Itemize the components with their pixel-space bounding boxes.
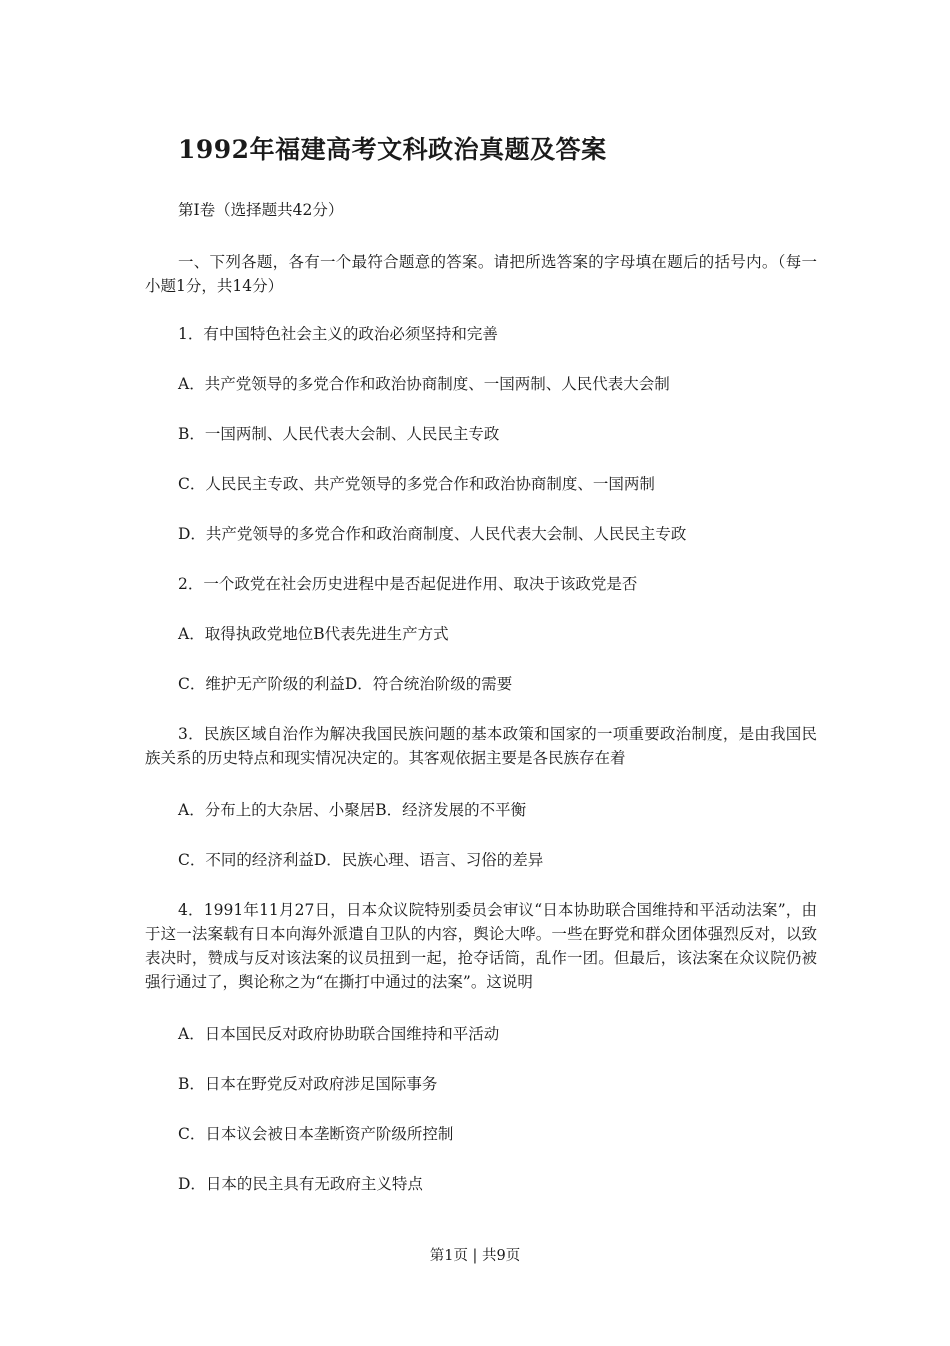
question-3-stem: 3．民族区域自治作为解决我国民族问题的基本政策和国家的一项重要政治制度，是由我国民族关系的历史特点和现实情况决定的。其客观依据主要是各民族存在着 — [145, 725, 817, 767]
question-4-option-a: A．日本国民反对政府协助联合国维持和平活动 — [178, 1025, 500, 1043]
question-1-option-a: A．共产党领导的多党合作和政治协商制度、一国两制、人民代表大会制 — [178, 375, 670, 393]
instructions: 一、下列各题，各有一个最符合题意的答案。请把所选答案的字母填在题后的括号内。（每一小题1分，共14分） — [145, 253, 817, 295]
question-1-stem: 1．有中国特色社会主义的政治必须坚持和完善 — [178, 325, 498, 343]
question-3-option-cd: C．不同的经济利益D．民族心理、语言、习俗的差异 — [178, 851, 544, 869]
question-4-option-d: D．日本的民主具有无政府主义特点 — [178, 1175, 423, 1193]
section-heading: 第I卷（选择题共42分） — [178, 201, 344, 219]
page-title: 1992年福建高考文科政治真题及答案 — [178, 135, 607, 164]
question-4-option-c: C．日本议会被日本垄断资产阶级所控制 — [178, 1125, 454, 1143]
question-1-option-c: C．人民民主专政、共产党领导的多党合作和政治协商制度、一国两制 — [178, 475, 655, 493]
question-2-option-ab: A．取得执政党地位B代表先进生产方式 — [178, 625, 449, 643]
question-4-stem: 4．1991年11月27日，日本众议院特别委员会审议“日本协助联合国维持和平活动法案”，由于这一法案载有日本向海外派遣自卫队的内容，舆论大哗。一些在野党和群众团体强烈反对，以致表决时，赞成与反对该法案的议员扭到一起，抢夺话筒，乱作一团。但最后，该法案在众议院仍被强行通过了，舆论称之为“在撕打中通过的法案”。这说明 — [145, 901, 817, 991]
question-2-option-cd: C．维护无产阶级的利益D．符合统治阶级的需要 — [178, 675, 513, 693]
question-1-option-b: B．一国两制、人民代表大会制、人民民主专政 — [178, 425, 500, 443]
question-3-option-ab: A．分布上的大杂居、小聚居B．经济发展的不平衡 — [178, 801, 527, 819]
question-2-stem: 2．一个政党在社会历史进程中是否起促进作用、取决于该政党是否 — [178, 575, 638, 593]
page-footer: 第1页 | 共9页 — [429, 1248, 521, 1264]
question-4-option-b: B．日本在野党反对政府涉足国际事务 — [178, 1075, 438, 1093]
question-1-option-d: D．共产党领导的多党合作和政治商制度、人民代表大会制、人民民主专政 — [178, 525, 687, 543]
